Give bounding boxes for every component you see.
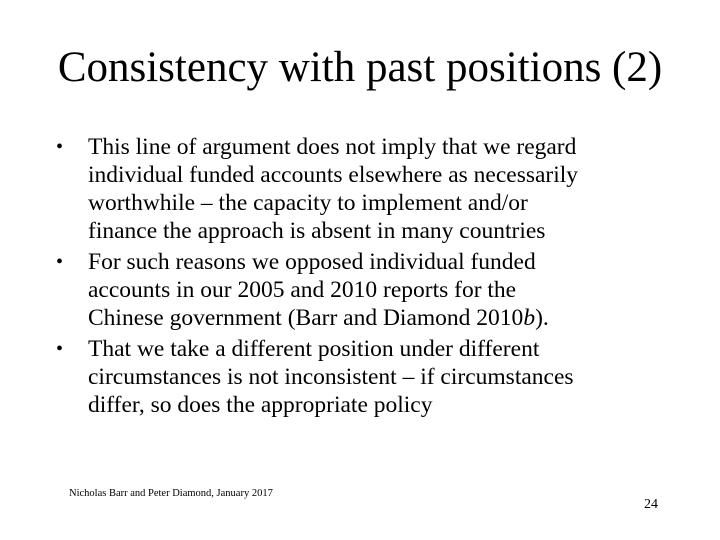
bullet-dot-icon: •	[56, 338, 64, 360]
bullet-text-line: differ, so does the appropriate policy	[88, 392, 433, 418]
slide-title: Consistency with past positions (2)	[57, 44, 663, 91]
bullet-text-line: individual funded accounts elsewhere as necessarily	[88, 162, 579, 188]
bullet-text-line	[88, 304, 676, 332]
bullet-text-line: That we take a different position under different	[88, 336, 540, 362]
bullet-text-line: finance the approach is absent in many countries	[88, 218, 546, 244]
bullet-text-line: This line of argument does not imply that we regard	[88, 134, 577, 160]
bullet-text-segment: ).	[535, 305, 549, 331]
bullet-text-line: For such reasons we opposed individual funded	[88, 249, 536, 275]
page-number: 24	[644, 497, 658, 512]
citation-suffix: b	[523, 305, 536, 331]
bullet-list	[56, 133, 676, 422]
bullet-dot-icon: •	[56, 136, 64, 158]
bullet-dot-icon: •	[56, 251, 64, 273]
bullet-text-segment: Chinese government (Barr and Diamond 2010	[88, 305, 524, 331]
bullet-text-line: worthwhile – the capacity to implement and/or	[88, 190, 528, 216]
bullet-item	[56, 335, 676, 419]
bullet-item	[56, 248, 676, 332]
bullet-text-line: circumstances is not inconsistent – if circumstances	[88, 364, 574, 390]
bullet-item	[56, 133, 676, 245]
bullet-text-line: accounts in our 2005 and 2010 reports for the	[88, 277, 517, 303]
footer-credit: Nicholas Barr and Peter Diamond, January 2017	[69, 488, 273, 499]
